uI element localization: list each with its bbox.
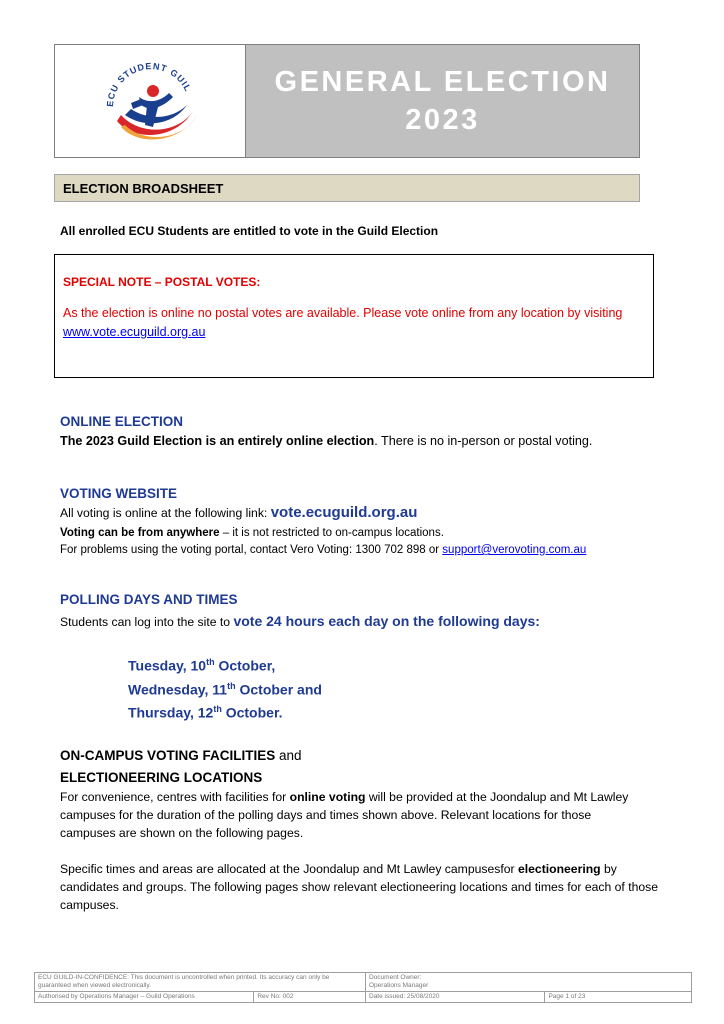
special-note-box	[54, 254, 654, 378]
date-suffix: th	[227, 680, 236, 691]
para2-text-b: by candidates and groups. The following pages show relevant electioneering locations and times for each of those campuses.	[60, 862, 659, 912]
oncampus-heading	[60, 746, 302, 766]
logo-text: ECU STUDENT GUIL	[104, 61, 194, 108]
electioneering-heading: ELECTIONEERING LOCATIONS	[60, 770, 263, 785]
oncampus-paragraph-1	[60, 788, 650, 842]
polling-date-wednesday	[128, 676, 322, 700]
document-header	[54, 44, 640, 158]
footer-disclaimer: ECU GUILD-IN-CONFIDENCE: This document is uncontrolled when printed. Its accuracy can only be guaranteed when viewed electronically.	[35, 973, 366, 991]
enrolled-statement: All enrolled ECU Students are entitled to vote in the Guild Election	[60, 224, 439, 238]
polling-date-thursday	[128, 699, 322, 723]
footer-page-number: Page 1 of 23	[548, 993, 586, 1000]
polling-intro-emphasis: vote 24 hours each day on the following days:	[233, 613, 540, 629]
election-title	[246, 45, 639, 157]
polling-intro-text: Students can log into the site to	[60, 615, 234, 629]
online-election-bold: The 2023 Guild Election is an entirely online election	[60, 434, 375, 448]
special-note-text: As the election is online no postal votes are available. Please vote online from any location by visiting	[63, 306, 623, 320]
footer-issued: Date issued: 25/08/2020	[366, 992, 545, 1002]
voting-website-line1	[60, 504, 417, 522]
voting-website-intro: All voting is online at the following link:	[60, 506, 271, 520]
footer-authorised: Authorised by Operations Manager – Guild Operations	[35, 992, 254, 1002]
online-election-text	[60, 432, 592, 450]
vote-anywhere-bold: Voting can be from anywhere	[60, 527, 220, 539]
polling-dates	[128, 652, 322, 723]
title-line-2: 2023	[405, 104, 480, 136]
para1-bold: online voting	[289, 790, 366, 804]
vote-website-link[interactable]: www.vote.ecuguild.org.au	[63, 325, 206, 339]
online-election-heading: ONLINE ELECTION	[60, 414, 184, 429]
support-email-link[interactable]: support@verovoting.com.au	[442, 544, 587, 556]
document-footer	[34, 972, 692, 1003]
online-election-rest: . There is no in-person or postal voting.	[374, 434, 593, 448]
oncampus-paragraph-2	[60, 860, 660, 914]
footer-row-1	[35, 973, 691, 992]
date-month: October and	[235, 681, 322, 698]
logo-graphic	[55, 45, 243, 157]
voting-website-url[interactable]: vote.ecuguild.org.au	[270, 504, 418, 521]
date-month: October.	[221, 704, 283, 721]
vote-anywhere-rest: – it is not restricted to on-campus locations.	[219, 527, 444, 539]
footer-row-2	[35, 992, 691, 1002]
voting-website-heading: VOTING WEBSITE	[60, 486, 178, 501]
oncampus-heading-bold: ON-CAMPUS VOTING FACILITIES	[60, 748, 276, 763]
date-text: Thursday, 12	[128, 704, 214, 721]
polling-intro	[60, 612, 540, 631]
svg-text:ECU STUDENT GUILD	[55, 45, 193, 107]
support-contact-text: For problems using the voting portal, contact Vero Voting: 1300 702 898 or	[60, 544, 443, 556]
para2-bold: electioneering	[517, 862, 601, 876]
date-month: October,	[214, 657, 276, 674]
para1-text-b: will be provided at the Joondalup and Mt Lawley campuses for the duration of the polling days and times shown above. Relevant locations for those campuses are shown on the following pages.	[60, 790, 629, 840]
special-note-title: SPECIAL NOTE – POSTAL VOTES:	[63, 275, 261, 289]
voting-website-line3	[60, 541, 586, 559]
voting-website-line2	[60, 524, 444, 542]
footer-owner: Document Owner: Operations Manager	[369, 974, 429, 989]
oncampus-heading-rest: and	[275, 748, 302, 763]
date-suffix: th	[213, 704, 222, 715]
date-suffix: th	[206, 657, 215, 667]
date-text: Wednesday, 11	[128, 681, 228, 698]
polling-heading: POLLING DAYS AND TIMES	[60, 592, 238, 607]
para2-text-a: Specific times and areas are allocated at the Joondalup and Mt Lawley campusesfor	[60, 862, 518, 876]
title-line-1: GENERAL ELECTION	[274, 66, 611, 98]
date-text: Tuesday, 10	[128, 657, 207, 674]
para1-text-a: For convenience, centres with facilities for	[60, 790, 290, 804]
footer-rev: Rev No: 002	[254, 992, 366, 1002]
polling-date-tuesday	[128, 652, 322, 676]
broadsheet-label: ELECTION BROADSHEET	[54, 174, 640, 202]
special-note-body	[63, 304, 645, 342]
ecu-guild-logo	[55, 45, 246, 157]
